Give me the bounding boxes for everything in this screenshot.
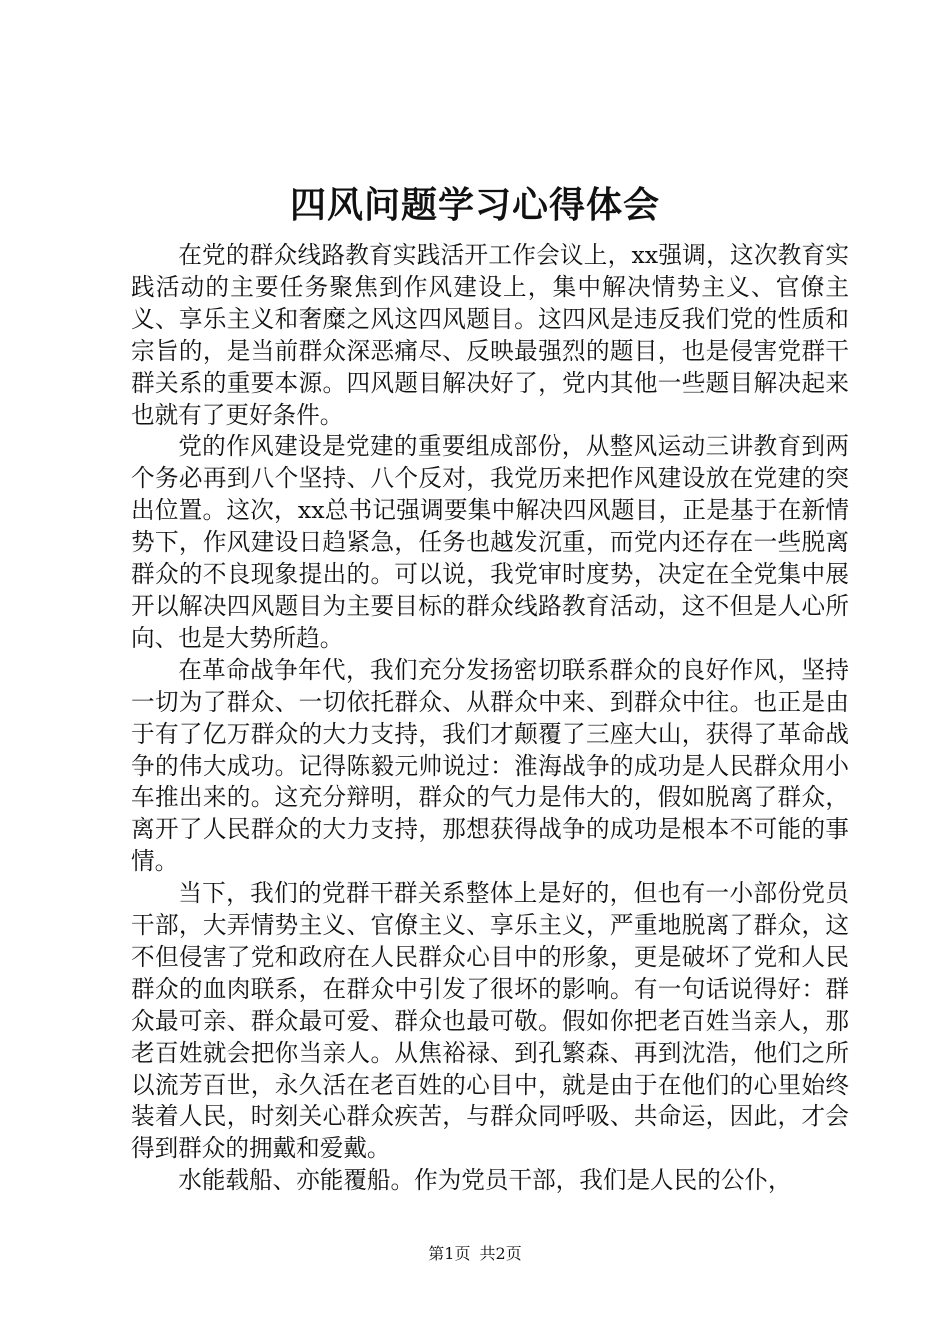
paragraph-5: 水能载船、亦能覆船。作为党员干部，我们是人民的公仆， <box>178 1166 792 1195</box>
page-number: 第1页 <box>428 1244 471 1263</box>
page-footer <box>0 1243 950 1265</box>
document-title: 四风问题学习心得体会 <box>289 185 660 226</box>
paragraph-4: 当下，我们的党群干群关系整体上是好的，但也有一小部份党员干部，大弄情势主义、官僚主义、享乐主义，严重地脱离了群众，这不但侵害了党和政府在人民群众心目中的形象，更是破坏了党和人民群众的血肉联系，在群众中引发了很坏的影响。有一句话说得好：群众最可亲、群众最可爱、群众也最可敬。假如你把老百姓当亲人，那老百姓就会把你当亲人。从焦裕禄、到孔繁森、再到沈浩，他们之所以流芳百世，永久活在老百姓的心目中，就是由于在他们的心里始终装着人民，时刻关心群众疾苦，与群众同呼吸、共命运，因此，才会得到群众的拥戴和爱戴。 <box>131 879 849 1163</box>
paragraph-3: 在革命战争年代，我们充分发扬密切联系群众的良好作风，坚持一切为了群众、一切依托群众、从群众中来、到群众中往。也正是由于有了亿万群众的大力支持，我们才颠覆了三座大山，获得了革命战争的伟大成功。记得陈毅元帅说过：淮海战争的成功是人民群众用小车推出来的。这充分辩明，群众的气力是伟大的，假如脱离了群众，离开了人民群众的大力支持，那想获得战争的成功是根本不可能的事情。 <box>131 655 849 876</box>
page-total: 共2页 <box>479 1244 522 1263</box>
paragraph-2: 党的作风建设是党建的重要组成部份，从整风运动三讲教育到两个务必再到八个坚持、八个反对，我党历来把作风建设放在党建的突出位置。这次，xx总书记强调要集中解决四风题目，正是基于在新情势下，作风建设日趋紧急，任务也越发沉重，而党内还存在一些脱离群众的不良现象提出的。可以说，我党审时度势，决定在全党集中展开以解决四风题目为主要目标的群众线路教育活动，这不但是人心所向、也是大势所趋。 <box>131 432 849 652</box>
paragraph-1: 在党的群众线路教育实践活开工作会议上，xx强调，这次教育实践活动的主要任务聚焦到作风建设上，集中解决情势主义、官僚主义、享乐主义和奢糜之风这四风题目。这四风是违反我们党的性质和宗旨的，是当前群众深恶痛尽、反映最强烈的题目，也是侵害党群干群关系的重要本源。四风题目解决好了，党内其他一些题目解决起来也就有了更好条件。 <box>131 241 849 429</box>
document-body <box>131 240 849 1197</box>
